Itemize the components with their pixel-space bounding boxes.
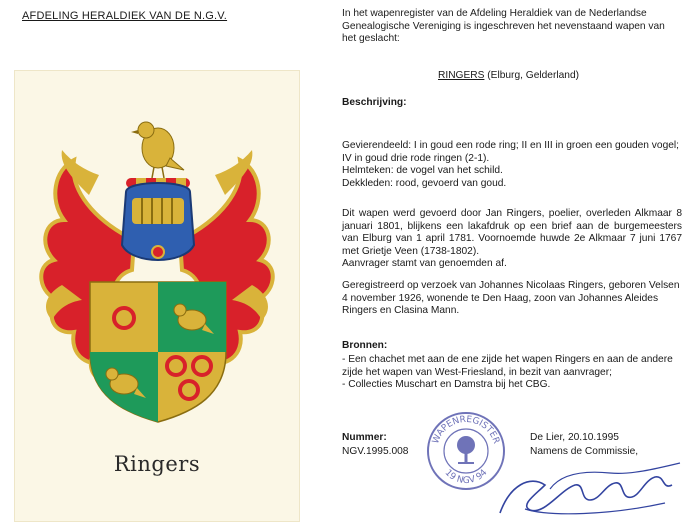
department-header: AFDELING HERALDIEK VAN DE N.G.V. — [22, 10, 228, 22]
coat-of-arms-card — [14, 70, 300, 522]
helmet — [122, 183, 194, 260]
registration-paragraph: Geregistreerd op verzoek van Johannes Nicolaas Ringers, geboren Velsen 4 november 1926, wonende te Den Haag, zoon van Johannes Aleides Ringers en Clasina Mann. — [342, 280, 680, 317]
sources-heading: Bronnen: — [342, 340, 388, 351]
register-text — [342, 8, 682, 46]
description-line: Gevierendeeld: I in goud een rode ring; II en III in groen een gouden vogel; IV in goud drie rode ringen (2-1). — [342, 140, 679, 164]
shield — [90, 282, 226, 422]
family-title: RINGERS — [438, 70, 485, 81]
description-line: Dekkleden: rood, gevoerd van goud. — [342, 177, 507, 189]
stamp-top-text: WAPENREGISTER — [431, 414, 501, 446]
description-heading: Beschrijving: — [342, 97, 407, 108]
description-line: Helmteken: de vogel van het schild. — [342, 165, 503, 177]
number-value: NGV.1995.008 — [342, 446, 409, 457]
source-item: - Een chachet met aan de ene zijde het wapen Ringers en aan de andere zijde het wapen van West-Friesland, in bezit van aanvrager; — [342, 354, 673, 378]
applicant-line: Aanvrager stamt van genoemden af. — [342, 258, 507, 270]
family-name-caption: Ringers — [113, 452, 201, 476]
crest-bird — [131, 122, 184, 178]
on-behalf: Namens de Commissie, — [530, 446, 639, 457]
sources-list — [342, 354, 682, 392]
family-place: (Elburg, Gelderland) — [487, 70, 579, 81]
place-date: De Lier, 20.10.1995 — [530, 432, 619, 443]
coat-of-arms-illustration — [14, 70, 300, 450]
history-paragraph: Dit wapen werd gevoerd door Jan Ringers, poelier, overleden Alkmaar 8 januari 1801, blijkens een lakafdruk op een brief aan de burgemeesters van Elburg van 1 april 1781. Voornoemde huwde 2e Alkmaar 7 juni 1767 met Grietje Veen (1738-1802). — [342, 208, 682, 257]
number-label: Nummer: — [342, 432, 387, 443]
history-block — [342, 208, 682, 271]
stamp-bottom-text: 19 NGV 94 — [442, 467, 490, 487]
source-item: - Collecties Muschart en Damstra bij het CBG. — [342, 379, 551, 391]
signature — [490, 455, 690, 525]
family-title-line — [438, 70, 579, 81]
description-block — [342, 140, 682, 190]
stamp-tree-icon — [457, 436, 475, 464]
intro-paragraph: In het wapenregister van de Afdeling Heraldiek van de Nederlandse Genealogische Vereniging is ingeschreven het nevenstaand wapen van het geslacht: — [342, 8, 665, 45]
